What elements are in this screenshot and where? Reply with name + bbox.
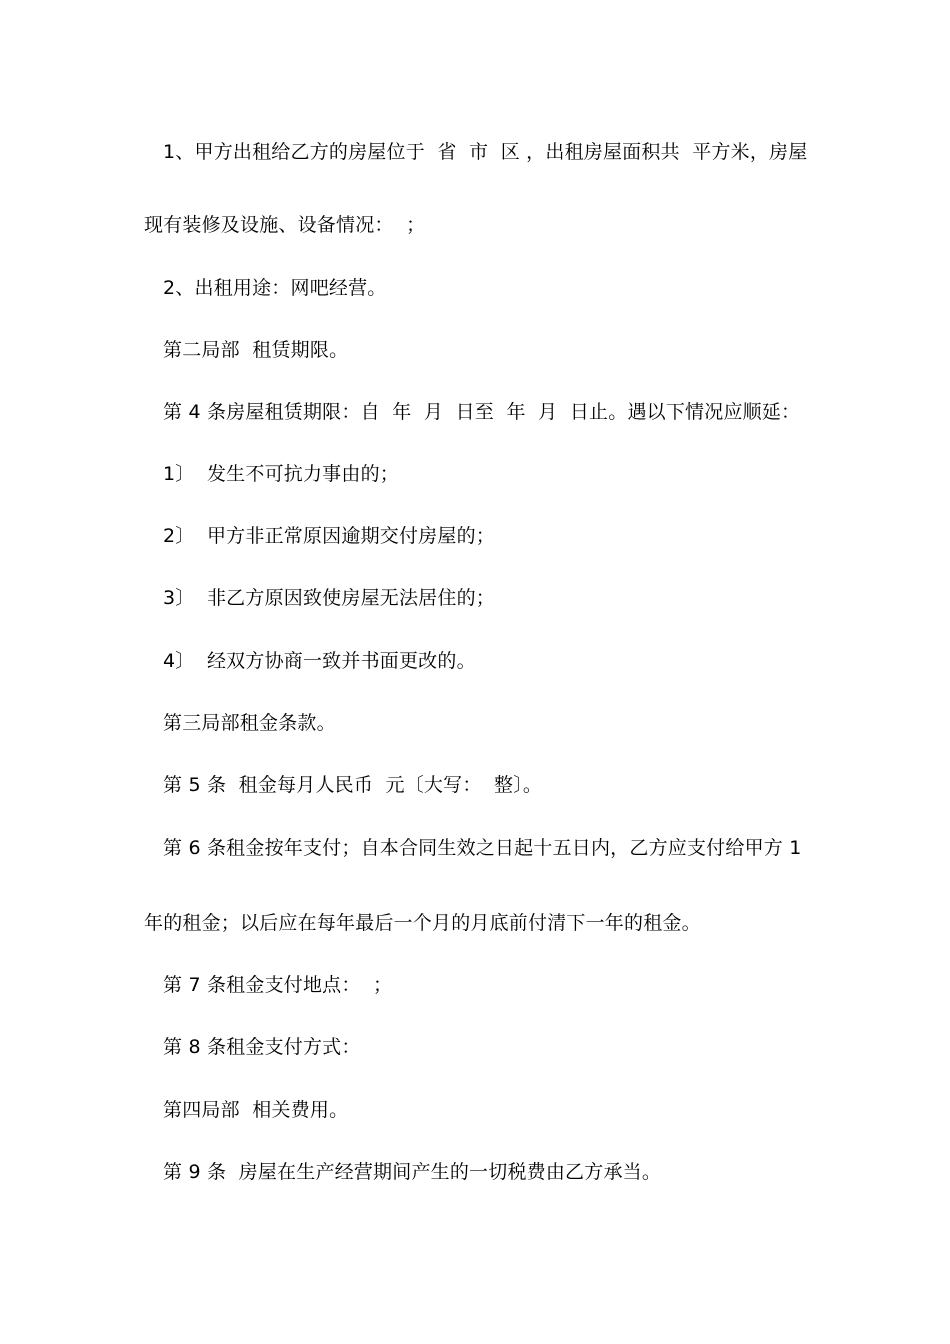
list-item: 3〕 非乙方原因致使房屋无法居住的； [163,587,495,609]
paragraph-line: 第 7 条租金支付地点： ； [163,974,393,996]
paragraph-line: 现有装修及设施、设备情况： ； [144,214,426,236]
paragraph-line: 第 6 条租金按年支付；自本合同生效之日起十五日内，乙方应支付给甲方 1 [163,837,802,859]
paragraph-line: 2、出租用途：网吧经营。 [163,277,387,299]
list-item: 4〕 经双方协商一致并书面更改的。 [163,650,476,672]
section-heading: 第四局部 相关费用。 [163,1099,349,1121]
list-item: 1〕 发生不可抗力事由的； [163,463,399,485]
list-item: 2〕 甲方非正常原因逾期交付房屋的； [163,525,495,547]
paragraph-line: 1、甲方出租给乙方的房屋位于 省 市 区 ，出租房屋面积共 平方米，房屋 [163,141,808,163]
paragraph-line: 年的租金；以后应在每年最后一个月的月底前付清下一年的租金。 [144,912,701,934]
paragraph-line: 第 9 条 房屋在生产经营期间产生的一切税费由乙方承当。 [163,1161,662,1183]
paragraph-line: 第 4 条房屋租赁期限：自 年 月 日至 年 月 日止。遇以下情况应顺延： [163,401,801,423]
section-heading: 第二局部 租赁期限。 [163,339,349,361]
section-heading: 第三局部租金条款。 [163,712,336,734]
paragraph-line: 第 8 条租金支付方式： [163,1036,361,1058]
paragraph-line: 第 5 条 租金每月人民币 元〔大写： 整〕。 [163,774,543,796]
